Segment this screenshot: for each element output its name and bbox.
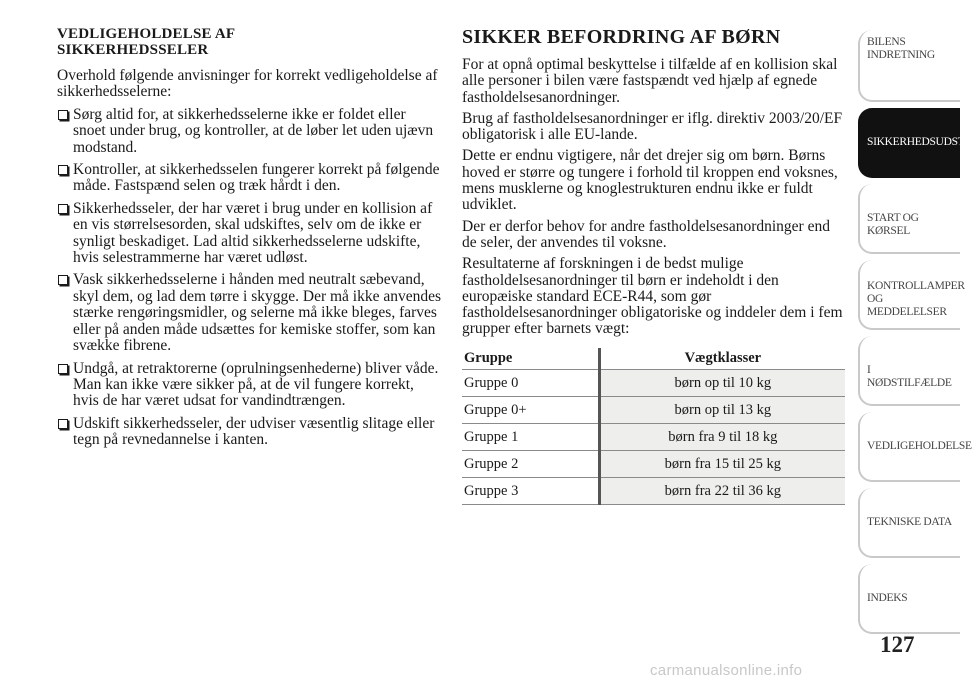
group-cell: Gruppe 1 — [462, 424, 599, 451]
list-item-text: Kontroller, at sikkerhedsselen fungerer korrekt på følgende måde. Fastspænd selen og træk hårdt i den. — [73, 161, 440, 195]
checkbox-bullet-icon — [58, 275, 68, 285]
column-header-group: Gruppe — [462, 348, 599, 370]
chapter-tab-label: START OG KØRSEL — [867, 212, 919, 237]
section-heading-text: VEDLIGEHOLDELSE AF SIKKERHEDSSELER — [57, 26, 236, 58]
chapter-tab-label: VEDLIGEHOLDELSE — [867, 440, 972, 452]
chapter-tab-start-og-korsel[interactable] — [858, 184, 960, 254]
weight-cell: børn op til 13 kg — [599, 397, 845, 424]
weight-cell: børn fra 15 til 25 kg — [599, 451, 845, 478]
list-item — [57, 201, 442, 267]
paragraph: Brug af fastholdelsesanordninger er iflg. direktiv 2003/20/EF obligatorisk i alle EU-lande. — [462, 109, 843, 144]
chapter-tab-sikkerhedsudstyr[interactable] — [858, 108, 980, 178]
list-item — [57, 107, 442, 156]
list-item-text: Sikkerhedsseler, der har været i brug under en kollision af en vis størrelsesorden, skal udskiftes, selv om de ikke er synligt beskadiget. Lad altid sikkerhedsselerne udskifte, hvis selestrammerne har været udløst. — [73, 199, 433, 267]
checkbox-bullet-icon — [58, 419, 68, 429]
chapter-tab-label: TEKNISKE DATA — [867, 516, 952, 528]
weight-class-table — [462, 348, 845, 506]
chapter-tabs — [858, 30, 980, 640]
column-header-weight-class: Vægtklasser — [599, 348, 845, 370]
chapter-tab-label: KONTROLLAMPER OG MEDDELELSER — [867, 280, 965, 318]
weight-cell: børn fra 9 til 18 kg — [599, 424, 845, 451]
list-item-text: Udskift sikkerhedsseler, der udviser væsentlig slitage eller tegn på revnedannelse i kanten. — [73, 414, 435, 449]
table-row — [462, 478, 845, 505]
list-item — [57, 361, 442, 410]
chapter-tab-label: SIKKERHEDSUDSTYR — [867, 135, 980, 148]
list-item-text: Sørg altid for, at sikkerhedsselerne ikke er foldet eller snoet under brug, og kontroller, at de løber let uden ujævn modstand. — [73, 105, 434, 156]
chapter-tab-label: I NØDSTILFÆLDE — [867, 364, 952, 389]
paragraph: Resultaterne af forskningen i de bedst mulige fastholdelsesanordninger til børn er indeholdt i den europæiske standard ECE-R44, som gør fastholdelsesanordninger obligatoriske og inddeler dem i fem grupper efter barnets vægt: — [462, 255, 843, 338]
page-number: 127 — [880, 632, 915, 657]
group-cell: Gruppe 0 — [462, 370, 599, 397]
list-item — [57, 416, 442, 449]
chapter-tab-indeks[interactable] — [858, 564, 960, 634]
list-item — [57, 272, 442, 354]
list-item-text: Vask sikkerhedsselerne i hånden med neutralt sæbevand, skyl dem, og lad dem tørre i skygge. Der må ikke anvendes stærke rengøringsmidler, og selerne må ikke bleges, farves eller på anden måde udsættes for kemiske stoffer, som kan svække fibrene. — [73, 271, 442, 355]
group-cell: Gruppe 0+ — [462, 397, 599, 424]
table-row — [462, 397, 845, 424]
chapter-tab-tekniske-data[interactable] — [858, 488, 960, 558]
list-item-text: Undgå, at retraktorerne (oprulningsenhederne) bliver våde. Man kan ikke være sikker på, at de vil fungere korrekt, hvis de har været udsat for vandindtrængen. — [73, 359, 439, 410]
chapter-tab-bilens-indretning[interactable] — [858, 30, 960, 102]
table-row — [462, 370, 845, 397]
chapter-tab-label: BILENS INDRETNING — [867, 36, 935, 61]
group-cell: Gruppe 2 — [462, 451, 599, 478]
paragraph: Dette er endnu vigtigere, når det drejer sig om børn. Børns hoved er større og tungere i forhold til kroppen end voksnes, mens musklerne og knoglestrukturen endnu ikke er fuldt udviklet. — [462, 147, 838, 214]
list-item — [57, 162, 442, 195]
middle-column — [462, 26, 847, 505]
group-cell: Gruppe 3 — [462, 478, 599, 505]
checkbox-bullet-icon — [58, 204, 68, 214]
left-column — [57, 26, 442, 455]
paragraph: Der er derfor behov for andre fastholdelsesanordninger end de seler, der anvendes til voksne. — [462, 217, 830, 251]
chapter-tab-vedligeholdelse[interactable] — [858, 412, 972, 482]
chapter-tab-kontrollamper[interactable] — [858, 260, 965, 330]
weight-cell: børn fra 22 til 36 kg — [599, 478, 845, 505]
paragraph: For at opnå optimal beskyttelse i tilfælde af en kollision skal alle personer i bilen være fastspændt ved hjælp af egnede fastholdelsesanordninger. — [462, 56, 838, 106]
intro-paragraph: Overhold følgende anvisninger for korrekt vedligeholdelse af sikkerhedsselerne: — [57, 67, 438, 101]
table-row — [462, 451, 845, 478]
checkbox-bullet-icon — [58, 110, 68, 120]
table-header-row — [462, 348, 845, 370]
watermark: carmanualsonline.info — [650, 662, 803, 679]
table-row — [462, 424, 845, 451]
section-heading-seatbelt-maintenance — [57, 26, 442, 58]
checkbox-bullet-icon — [58, 364, 68, 374]
section-heading-child-safety: SIKKER BEFORDRING AF BØRN — [462, 26, 781, 48]
checkbox-bullet-icon — [58, 165, 68, 175]
weight-cell: børn op til 10 kg — [599, 370, 845, 397]
chapter-tab-label: INDEKS — [867, 592, 908, 604]
chapter-tab-i-nodstilfaelde[interactable] — [858, 336, 960, 406]
